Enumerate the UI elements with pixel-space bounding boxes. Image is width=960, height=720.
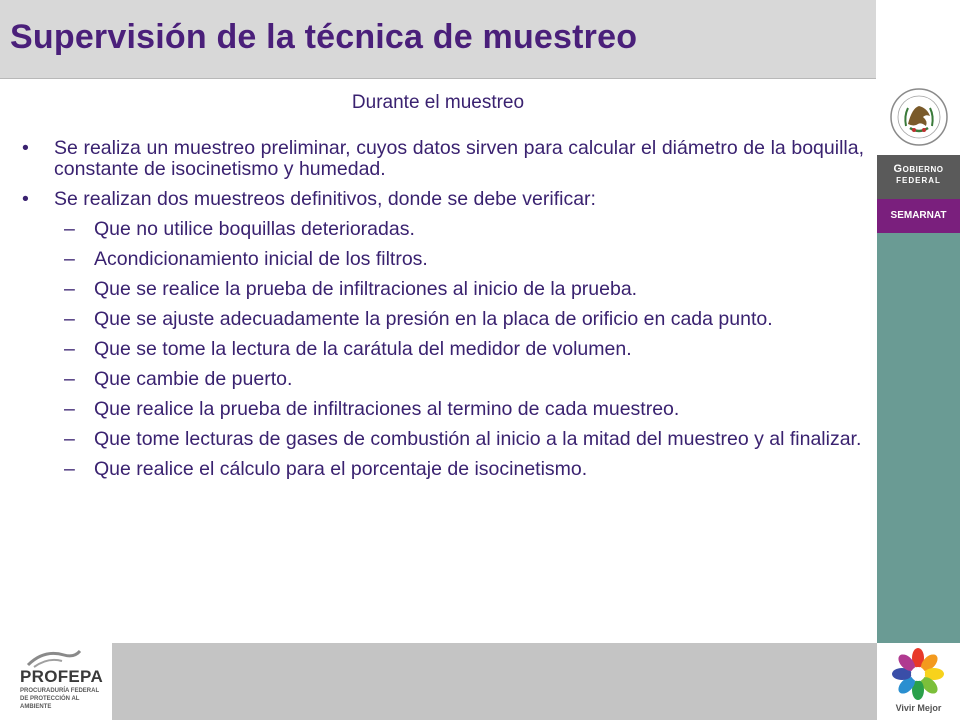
section-subtitle: Durante el muestreo xyxy=(351,92,525,113)
dash-marker: – xyxy=(64,458,75,480)
dash-marker: – xyxy=(64,308,75,330)
bullet-item xyxy=(22,138,864,180)
bullet-marker: • xyxy=(22,137,29,159)
content-list xyxy=(22,138,864,489)
dash-marker: – xyxy=(64,428,75,450)
sub-item-text: Que tome lecturas de gases de combustión al inicio a la mitad del muestreo y al finalizar. xyxy=(94,428,862,450)
sub-item xyxy=(22,339,864,360)
bullet-item xyxy=(22,189,864,210)
bullet-text: Se realizan dos muestreos definitivos, donde se debe verificar: xyxy=(54,188,596,210)
sub-item xyxy=(22,249,864,270)
sub-item xyxy=(22,459,864,480)
page-title: Supervisión de la técnica de muestreo xyxy=(10,18,638,56)
vivir-mejor-flower-icon xyxy=(888,645,948,703)
sub-item-text: Que no utilice boquillas deterioradas. xyxy=(94,218,415,240)
sub-item-text: Que se tome la lectura de la carátula del medidor de volumen. xyxy=(94,338,632,360)
right-sidebar xyxy=(877,0,960,720)
bullet-text: Se realiza un muestreo preliminar, cuyos datos sirven para calcular el diámetro de la boquilla, constante de isocinetismo y humedad. xyxy=(54,137,864,180)
teal-sidebar-bar xyxy=(877,233,960,643)
sub-item xyxy=(22,369,864,390)
vivir-mejor-label: Vivir Mejor xyxy=(895,703,942,713)
profepa-logo xyxy=(0,643,112,720)
sub-item xyxy=(22,309,864,330)
dash-marker: – xyxy=(64,218,75,240)
vivir-mejor-logo xyxy=(877,643,960,720)
bullet-marker: • xyxy=(22,188,29,210)
seal-box xyxy=(877,80,960,154)
mexico-coat-of-arms-icon xyxy=(888,86,950,148)
sub-item xyxy=(22,399,864,420)
sub-item-text: Que se ajuste adecuadamente la presión en la placa de orificio en cada punto. xyxy=(94,308,773,330)
footer-bar xyxy=(112,643,877,720)
sub-item-text: Que cambie de puerto. xyxy=(94,368,293,390)
title-bar xyxy=(0,0,876,79)
dash-marker: – xyxy=(64,278,75,300)
profepa-bird-icon xyxy=(24,647,84,669)
sidebar-top-spacer xyxy=(877,0,960,78)
federal-label: FEDERAL xyxy=(896,175,941,185)
sub-item-text: Acondicionamiento inicial de los filtros. xyxy=(94,248,428,270)
dash-marker: – xyxy=(64,248,75,270)
semarnat-badge: SEMARNAT xyxy=(877,199,960,233)
sub-item xyxy=(22,219,864,240)
dash-marker: – xyxy=(64,338,75,360)
sub-item-text: Que realice el cálculo para el porcentaje de isocinetismo. xyxy=(94,458,588,480)
sub-item-text: Que realice la prueba de infiltraciones al termino de cada muestreo. xyxy=(94,398,680,420)
profepa-name: PROFEPA xyxy=(20,667,104,686)
gobierno-label: Gobierno xyxy=(893,163,944,175)
gobierno-federal-badge xyxy=(877,155,960,199)
sub-item xyxy=(22,279,864,300)
dash-marker: – xyxy=(64,368,75,390)
dash-marker: – xyxy=(64,398,75,420)
profepa-subtitle: PROCURADURÍA FEDERAL DE PROTECCIÓN AL AMBIENTE xyxy=(20,688,100,710)
sub-item-text: Que se realice la prueba de infiltraciones al inicio de la prueba. xyxy=(94,278,638,300)
sub-item xyxy=(22,429,864,450)
